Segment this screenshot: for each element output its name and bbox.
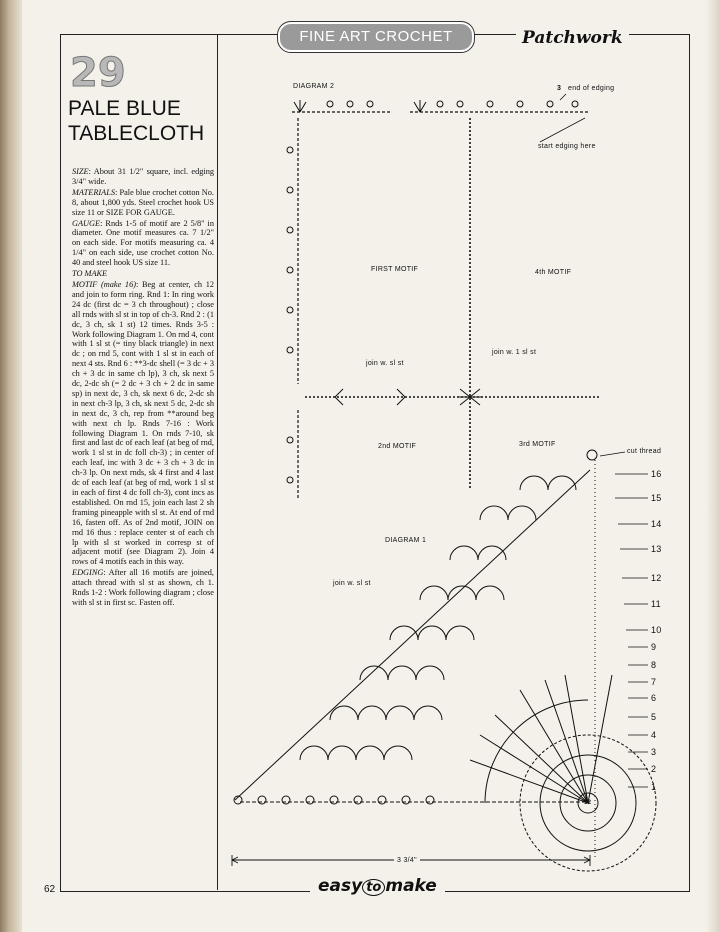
- motif-label: MOTIF: [72, 279, 98, 289]
- title-line-1: PALE BLUE: [68, 97, 181, 120]
- round-number: 6: [651, 693, 657, 703]
- pattern-number: 29: [70, 50, 126, 96]
- join-sl-st-label: join w. sl st: [366, 360, 404, 367]
- round-number: 16: [651, 469, 662, 479]
- end-of-edging-label: end of edging: [568, 85, 615, 92]
- round-number: 8: [651, 660, 657, 670]
- gauge-label: GAUGE: [72, 218, 101, 228]
- start-edging-label: start edging here: [538, 143, 596, 150]
- round-number: 15: [651, 493, 662, 503]
- brand-logo: Patchwork: [516, 28, 629, 48]
- diagram2-picots: [287, 101, 578, 483]
- gauge-text: : Rnds 1-5 of motif are 2 5/8" in diameter. One motif measures ca. 7 1/2" on each side. For motifs measuring ca. 4 1/4" on each side, use crochet cotton No. 40 and steel hook US size 11.: [72, 218, 214, 268]
- to-make-label: TO MAKE: [72, 269, 108, 279]
- edging-marker: 3: [557, 85, 562, 92]
- dimension-label: 3 3/4": [394, 857, 420, 864]
- motif-outer-arc-2: [235, 470, 590, 800]
- round-leader-lines: [615, 474, 648, 787]
- motif-text: : Beg at center, ch 12 and join to form ring. Rnd 1: In ring work 24 dc (first dc = 3 ch throughout) ; close all rnds with sl st in top of ch-3. Rnd 2 : (1 dc, 3 ch, sk 1 st) 12 times. Rnds 3-5 : Work following Diagram 1. On rnd 4, cont with 1 sl st (= tiny black triangle) in next dc ; on rnd 5, cont with 1 sl st in each of next 4 sts. Rnd 6 : **3-dc shell (= 3 dc + 3 ch + 3 dc in same ch lp), 3 ch, sk next 5 dc, 2-dc sh (= 2 dc + 3 ch + 2 dc in same sp) in next dc, 3 ch, sk next 6 dc, 2-dc sh in next ch-3 lp, 3 ch, sk next 5 dc, 2-dc sh in next dc, 3 ch, rep from **around beg with next ch lp. Rnds 7-16 : Work following Diagram 1. On rnds 7-10, sk first and last dc of each leaf (at beg of rnd, work 1 sl st in dc foll ch-3) ; in center of each leaf, inc with 3 dc + 3 ch + 3 dc in ch-3 lp. On next rnds, sk 4 first and 4 last dc of each leaf (at beg of rnd, work 1 sl st in each of first 4 dc foll ch-3), cont incs as established. On rnd 15, join each last 2 sh framing pineapple with sl st. At end of rnd 16, fasten off. As of 2nd motif, JOIN on rnd 16 thus : replace center st of each ch lp with sl st worked in corresp st of adjacent motif (see Diagram 2). Join 4 rows of 4 motifs each in this way.: [72, 279, 215, 567]
- round-number: 11: [651, 599, 661, 609]
- round-number: 2: [651, 764, 657, 774]
- first-motif-label: FIRST MOTIF: [371, 266, 419, 273]
- cut-thread-label: cut thread: [627, 448, 662, 455]
- round-number: 7: [651, 677, 657, 687]
- diagram1-scallops: [300, 476, 576, 760]
- diagram1-drawing: [232, 450, 656, 871]
- edging-label: EDGING: [72, 568, 104, 578]
- size-text: : About 31 1/2" square, incl. edging 3/4" wide.: [72, 167, 214, 186]
- diagram2-title: DIAGRAM 2: [293, 83, 335, 90]
- round-number: 12: [651, 573, 662, 583]
- round-number: 5: [651, 712, 657, 722]
- round-number: 3: [651, 747, 657, 757]
- diagram1-join-label: join w. sl st: [333, 580, 371, 587]
- third-motif-label: 3rd MOTIF: [519, 441, 556, 448]
- center-ring-label: 12: [584, 800, 592, 806]
- diagram2-drawing: [287, 94, 600, 500]
- section-banner: FINE ART CROCHET: [278, 22, 474, 52]
- round-number: 14: [651, 519, 662, 529]
- round-number: 9: [651, 642, 657, 652]
- round-number: 13: [651, 544, 662, 554]
- edging-text: : After all 16 motifs are joined, attach thread with sl st as shown, ch 1. Rnds 1-2 : Work following diagram ; close with sl st in first sc. Fasten off.: [72, 568, 214, 607]
- materials-label: MATERIALS: [72, 187, 116, 197]
- second-motif-label: 2nd MOTIF: [378, 443, 417, 450]
- tagline-make: make: [385, 876, 437, 896]
- join-one-sl-st-label: join w. 1 sl st: [492, 349, 537, 356]
- materials-text: : Pale blue crochet cotton No. 8, about 1,800 yds. Steel crochet hook US size 11 or SIZE FOR GAUGE.: [72, 187, 214, 217]
- start-edging-pointer: [540, 118, 585, 142]
- round-number: 1: [651, 782, 657, 792]
- title-line-2: TABLECLOTH: [68, 122, 205, 145]
- size-label: SIZE: [72, 167, 89, 176]
- motif-make: (make 16): [101, 279, 136, 289]
- footer-tagline: [310, 876, 445, 896]
- round-number: 4: [651, 730, 657, 740]
- diagram1-title: DIAGRAM 1: [385, 537, 427, 544]
- round-number: 10: [651, 625, 662, 635]
- page-number: 62: [44, 884, 56, 895]
- cut-thread-pointer: [600, 452, 625, 456]
- tagline-easy: easy: [318, 876, 363, 896]
- end-edging-pointer: [560, 94, 566, 100]
- fourth-motif-label: 4th MOTIF: [535, 269, 572, 276]
- diagram1-fans: [470, 675, 612, 803]
- tagline-to: to: [362, 879, 385, 896]
